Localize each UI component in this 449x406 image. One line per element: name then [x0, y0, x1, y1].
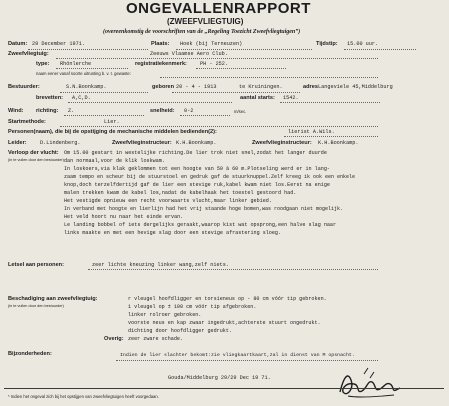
damage-line: linker rolroer gebroken.: [128, 312, 202, 318]
leader-value: D.Lindenberg.: [40, 140, 81, 146]
time-value: 15.00 uur.: [347, 41, 379, 47]
signature: [334, 362, 406, 402]
damage-line: dichting door hoofdligger gedrukt.: [128, 328, 232, 334]
date-label: Datum:: [8, 41, 28, 47]
course-line: links maakte en met een hevige slag door een stevige afrastering sloeg.: [64, 230, 282, 236]
course-line: Het vestigde opnieuw een recht voorwaarts vlucht,maar linker gebied.: [64, 198, 272, 204]
registration-label: registratiekenmerk:: [135, 61, 187, 67]
course-label: Verloop der vlucht:: [8, 150, 59, 156]
course-line: dan normaal,voor de klik loskwam.: [64, 158, 165, 164]
wind-label: Wind:: [8, 108, 24, 114]
glider-note: naam eener vanaf soorte uitrusting b. v. t. gewaste:: [36, 71, 131, 76]
born-value: 20 - 4 - 1913: [176, 84, 217, 90]
closing-place-date: Gouda/Middelburg 29/29 Dec 19 71.: [168, 375, 271, 381]
persons-label: Personen(naam), die bij de opstijging de mechanische middelen bedienden(2):: [8, 129, 217, 135]
damage-line: zeer zware schade.: [128, 336, 184, 342]
start-method-value: Lier.: [104, 119, 120, 125]
license-value: A,C,D.: [72, 95, 91, 101]
damage-note: (in te vullen door den bestuurder): [8, 304, 64, 308]
wind-direction-value: Z.: [68, 108, 75, 114]
damage-line: r vleugel hoofdligger en torsieneus op - 80 cm vóór tip gebroken.: [128, 296, 327, 302]
regulation-note: (overeenkomstig de voorschriften van de „Regeling Toezicht Zweefvliegtuigen”): [103, 29, 301, 35]
address-label: adres: [303, 84, 318, 90]
course-line: zaam tempo en scheur bij de stuurstoel en gedruk gaf de stuurknuppel.Zelf kreeg ik ook een enkele: [64, 174, 356, 180]
address-value: Langeviele 45,Middelburg: [318, 84, 393, 90]
report-subtitle: (ZWEEFVLIEGTUIG): [167, 17, 244, 26]
damage-line: 1 vleugel op ± 100 cm vóór tip afgebroken.: [128, 304, 257, 310]
course-line: In verband met hoogte en lierlijn had het vrij staande hoge bomen,was roodgaan niet mogelijk.: [64, 206, 344, 212]
recorder-label: Zweefvlieginstructeur:: [112, 140, 172, 146]
course-note: (in te vullen door den bestuurder): [8, 158, 64, 162]
place-label: Plaats:: [151, 41, 170, 47]
place-value: Hoek (bij Terneuzen): [180, 41, 243, 47]
course-line: knop,doch terzelfdertijd gaf de lier een stevige ruk,kabel kwam niet los.Eerst na enige: [64, 182, 330, 188]
damage-other-label: Overig:: [104, 336, 124, 342]
recorder-value: K.H.Boonkamp.: [176, 140, 217, 146]
wind-speed-label: snelheid:: [150, 108, 175, 114]
injury-value: zeer lichte kneuzing linker wang,zelf niets.: [92, 262, 229, 268]
damage-label: Beschadiging aan zweefvliegtuig:: [8, 296, 98, 302]
start-method-label: Startmethode:: [8, 119, 46, 125]
course-line: In loskoers,via klak geklommen tot een hoogte van 50 à 60 m.Plotseling werd er in lang-: [64, 166, 330, 172]
damage-line: voorste neus en kap zwaar ingedrukt,achterste stuurt ongedrukt.: [128, 320, 321, 326]
glider-type-label: type:: [36, 61, 50, 67]
glider-label: Zweefvliegtuig:: [8, 51, 49, 57]
leader-label: Leider:: [8, 140, 27, 146]
glider-type-value: Rhönlerche: [60, 61, 92, 67]
wind-speed-value: 0-2: [184, 108, 194, 114]
instructor-value: K.H.Boonkamp.: [318, 140, 359, 146]
report-title: ONGEVALLENRAPPORT: [126, 0, 311, 17]
pilot-name: S.N.Boonkamp.: [66, 84, 107, 90]
wind-speed-unit: m/sec.: [234, 109, 247, 114]
course-line: Le landing bobbel of iets dergelijks geraakt,waarop kist wat opsprong,een halve slag naar: [64, 222, 337, 228]
course-line: Het veld hoort nu naar het einde ervan.: [64, 214, 184, 220]
starts-label: aantal starts:: [240, 95, 275, 101]
remarks-label: Bijzonderheden:: [8, 351, 52, 357]
persons-value: lierist A.Wils.: [288, 129, 335, 135]
wind-direction-label: richting:: [36, 108, 59, 114]
date-value: 29 December 1971.: [32, 41, 85, 47]
pilot-label: Bestuurder:: [8, 84, 40, 90]
glider-owner: Zeeuws Vlaamse Aero Club.: [150, 51, 228, 57]
time-label: Tijdstip:: [316, 41, 338, 47]
born-label: geboren: [152, 84, 175, 90]
license-label: brevetten:: [36, 95, 64, 101]
injury-label: Letsel aan personen:: [8, 262, 64, 268]
footnote: * Indien het ongeval zich bij het opstijgen van zweefvliegtuigen heeft voorgedaan.: [8, 394, 159, 399]
course-line: malen trekken kwam de kabel los,nadat de kabelhaak het toestel gestoord had.: [64, 190, 297, 196]
remarks-value: Indien de lier slachter bekomt:zie vliegkaartkaart,zal in dienst van M opsnacht.: [120, 353, 355, 358]
born-place: te Kruiningen.: [239, 84, 283, 90]
starts-value: 1542.: [283, 95, 299, 101]
instructor-label: Zweefvlieginstructeur:: [252, 140, 312, 146]
registration-value: PH - 252.: [200, 61, 229, 67]
course-line: Om 15.00 gestart in westelijke richting.De lier trok niet snel,zodat het langer duurde: [64, 150, 327, 156]
